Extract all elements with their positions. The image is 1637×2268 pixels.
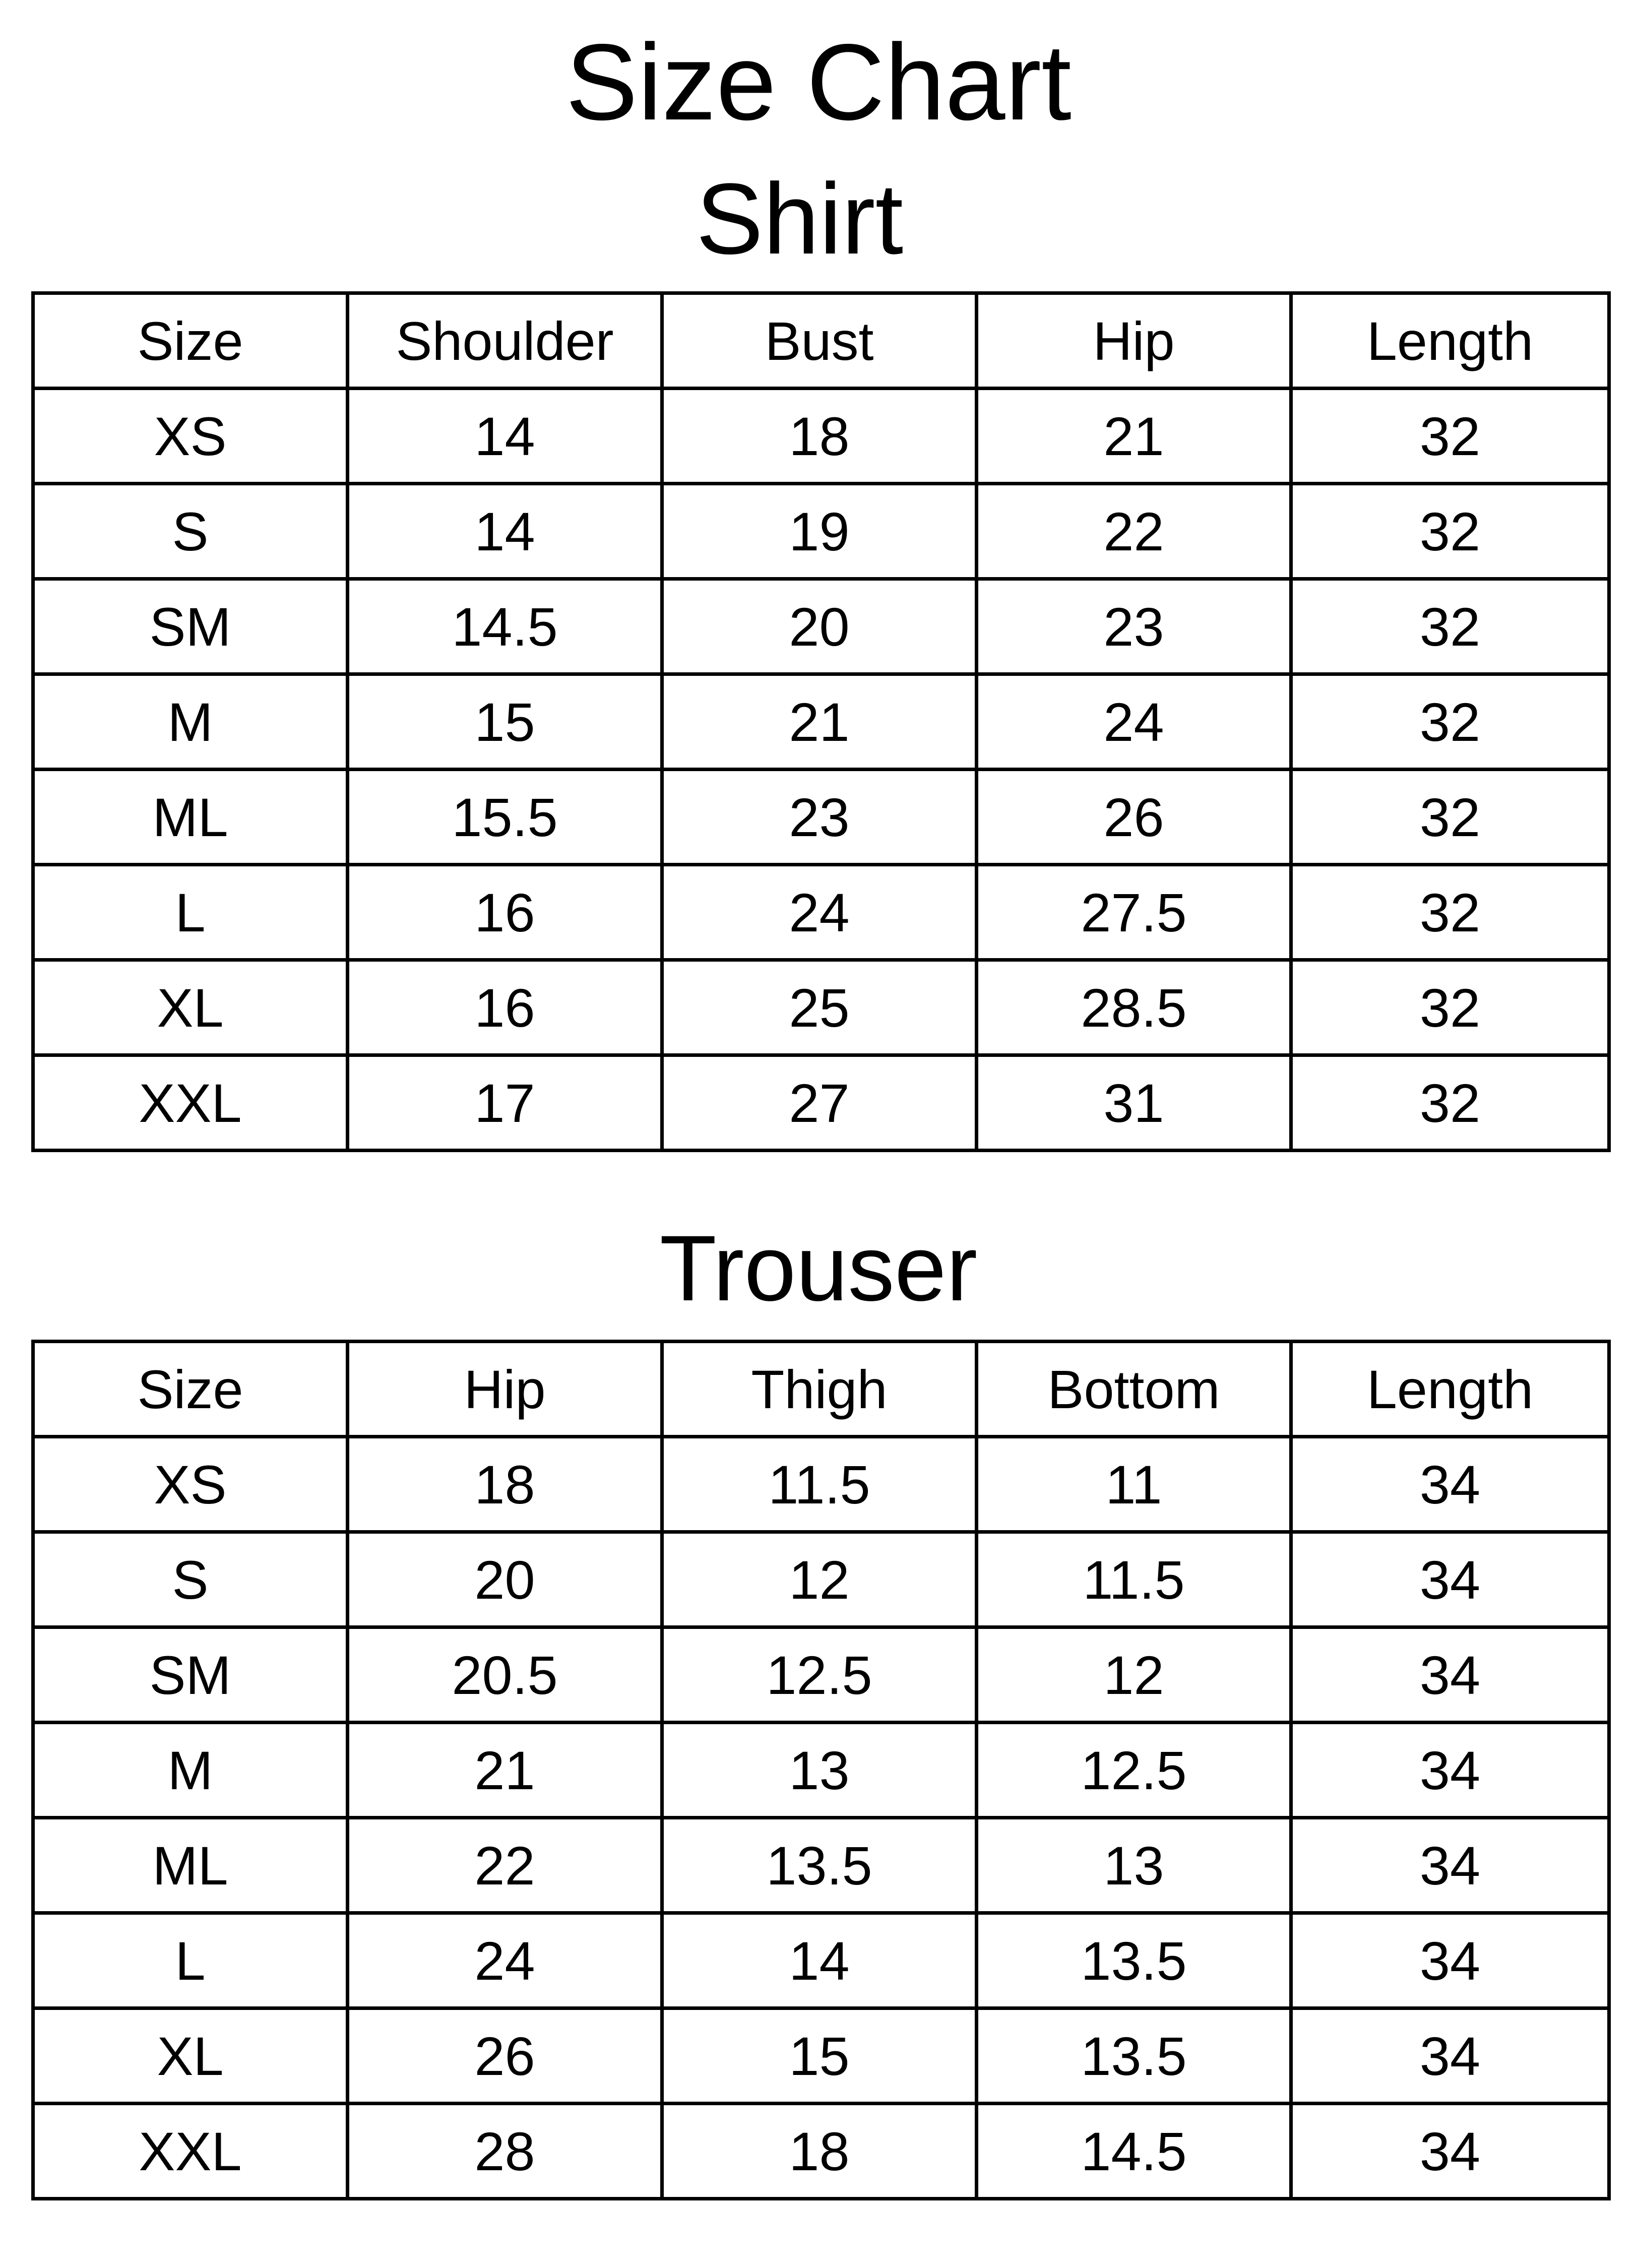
table-row [33,865,1609,960]
table-cell: 12.5 [977,1723,1291,1818]
table-cell: 18 [662,389,977,484]
table-row [33,1437,1609,1532]
table-cell: 13.5 [977,1913,1291,2008]
table-cell: S [33,1532,348,1627]
table-cell: 24 [348,1913,662,2008]
column-header: Length [1291,1342,1609,1437]
table-cell: 12.5 [662,1627,977,1723]
table-cell: 13 [662,1723,977,1818]
table-cell: 27.5 [977,865,1291,960]
table-row [33,1532,1609,1627]
table-cell: 20 [348,1532,662,1627]
table-cell: 25 [662,960,977,1055]
table-header-row [33,1342,1609,1437]
column-header: Size [33,293,348,389]
column-header: Hip [348,1342,662,1437]
table-cell: 34 [1291,1913,1609,2008]
table-row [33,2104,1609,2199]
table-cell: 26 [977,770,1291,865]
table-row [33,579,1609,674]
table-cell: 15 [348,674,662,770]
table-cell: 15.5 [348,770,662,865]
table-cell: 34 [1291,1627,1609,1723]
table-cell: 19 [662,484,977,579]
table-cell: 32 [1291,770,1609,865]
table-row [33,1055,1609,1151]
trouser-size-table [31,1340,1611,2200]
table-row [33,1913,1609,2008]
table-cell: SM [33,579,348,674]
table-cell: ML [33,1818,348,1913]
table-cell: 13.5 [662,1818,977,1913]
table-cell: 34 [1291,1818,1609,1913]
table-cell: 12 [662,1532,977,1627]
table-cell: L [33,865,348,960]
column-header: Length [1291,293,1609,389]
table-cell: XXL [33,2104,348,2199]
table-cell: 23 [662,770,977,865]
table-cell: 32 [1291,960,1609,1055]
table-cell: 22 [977,484,1291,579]
table-row [33,1723,1609,1818]
shirt-section-title: Shirt [696,163,904,275]
table-cell: 24 [662,865,977,960]
table-cell: 17 [348,1055,662,1151]
table-cell: 32 [1291,674,1609,770]
table-cell: M [33,674,348,770]
table-cell: 34 [1291,2008,1609,2104]
table-cell: 16 [348,865,662,960]
table-cell: 15 [662,2008,977,2104]
table-cell: 23 [977,579,1291,674]
table-cell: 34 [1291,1532,1609,1627]
table-row [33,1818,1609,1913]
table-cell: 21 [662,674,977,770]
page-title: Size Chart [565,21,1072,143]
table-cell: 28.5 [977,960,1291,1055]
table-cell: 14.5 [977,2104,1291,2199]
table-cell: XS [33,389,348,484]
column-header: Thigh [662,1342,977,1437]
table-row [33,2008,1609,2104]
table-cell: XL [33,2008,348,2104]
table-cell: 31 [977,1055,1291,1151]
table-cell: 32 [1291,1055,1609,1151]
table-cell: 18 [662,2104,977,2199]
table-header-row [33,293,1609,389]
table-cell: 11.5 [977,1532,1291,1627]
table-cell: ML [33,770,348,865]
table-cell: 13.5 [977,2008,1291,2104]
table-cell: 11 [977,1437,1291,1532]
table-cell: M [33,1723,348,1818]
table-row [33,484,1609,579]
table-cell: 32 [1291,865,1609,960]
table-cell: 32 [1291,579,1609,674]
column-header: Bust [662,293,977,389]
table-cell: 20 [662,579,977,674]
table-cell: 34 [1291,1723,1609,1818]
table-cell: 21 [348,1723,662,1818]
table-cell: XL [33,960,348,1055]
table-cell: 12 [977,1627,1291,1723]
table-cell: 14.5 [348,579,662,674]
table-cell: XXL [33,1055,348,1151]
table-cell: 32 [1291,389,1609,484]
table-cell: 11.5 [662,1437,977,1532]
table-cell: 34 [1291,2104,1609,2199]
table-row [33,389,1609,484]
table-cell: L [33,1913,348,2008]
table-row [33,960,1609,1055]
column-header: Bottom [977,1342,1291,1437]
table-cell: 32 [1291,484,1609,579]
column-header: Shoulder [348,293,662,389]
table-cell: 22 [348,1818,662,1913]
table-cell: 24 [977,674,1291,770]
table-row [33,770,1609,865]
table-cell: 34 [1291,1437,1609,1532]
table-cell: 13 [977,1818,1291,1913]
table-cell: SM [33,1627,348,1723]
table-cell: 27 [662,1055,977,1151]
table-cell: 14 [348,484,662,579]
table-cell: 26 [348,2008,662,2104]
table-cell: XS [33,1437,348,1532]
shirt-size-table [31,291,1611,1152]
table-cell: 28 [348,2104,662,2199]
table-cell: 14 [348,389,662,484]
table-row [33,674,1609,770]
table-cell: S [33,484,348,579]
table-cell: 20.5 [348,1627,662,1723]
column-header: Hip [977,293,1291,389]
column-header: Size [33,1342,348,1437]
table-cell: 14 [662,1913,977,2008]
trouser-section-title: Trouser [659,1217,978,1320]
table-cell: 16 [348,960,662,1055]
table-row [33,1627,1609,1723]
table-cell: 18 [348,1437,662,1532]
table-cell: 21 [977,389,1291,484]
